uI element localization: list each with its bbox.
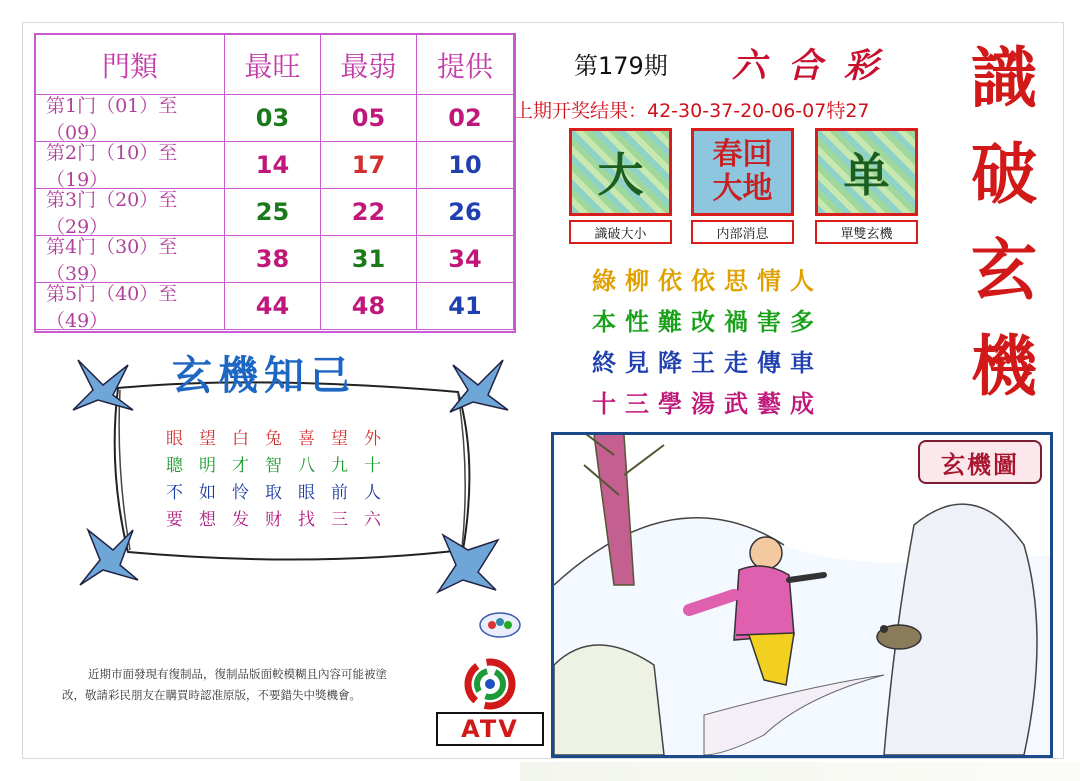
card-odd-even (815, 128, 918, 245)
number-cell: 02 (417, 95, 514, 142)
banner-row: 不如怜取眼前人 (166, 483, 397, 503)
banner-row: 聰明才智八九十 (166, 456, 397, 476)
card-glyph: 春回大地 (691, 128, 794, 216)
banner-title: 玄機知己 (172, 352, 356, 399)
bird-icon (80, 530, 138, 585)
main-title (958, 30, 1050, 414)
number-cell: 14 (225, 142, 321, 189)
card-caption: 内部消息 (691, 220, 794, 244)
atv-logo: ATV (436, 712, 544, 746)
card-glyph: 单 (815, 128, 918, 216)
bird-icon (450, 360, 508, 412)
table-header-0: 門類 (36, 35, 225, 95)
toad-figure (877, 625, 921, 649)
banner-row: 要想发财找三六 (166, 510, 397, 530)
lottery-logo-icon (478, 610, 522, 640)
main-title-char: 機 (971, 327, 1037, 405)
card-size (569, 128, 672, 245)
number-cell: 17 (321, 142, 417, 189)
number-cell: 38 (225, 236, 321, 283)
bottom-tint (520, 762, 1080, 781)
poem-line: 綠柳依依思情人 (592, 266, 823, 295)
number-cell: 25 (225, 189, 321, 236)
row-label: 第5门（40）至（49） (36, 283, 225, 330)
table-header-3: 提供 (417, 35, 514, 95)
notice-line: 改，敬請彩民朋友在購買時認准原版，不要錯失中獎機會。 (62, 688, 361, 702)
lottery-title: 六合彩 (732, 46, 900, 86)
card-inside-news (691, 128, 794, 245)
poem-line: 終見降王走傳車 (592, 348, 823, 377)
row-label: 第1门（01）至（09） (36, 95, 225, 142)
card-glyph: 大 (569, 128, 672, 216)
table-header-1: 最旺 (225, 35, 321, 95)
last-draw-result: 上期开奖结果：42-30-37-20-06-07特27 (514, 100, 870, 122)
notice-text (62, 664, 442, 706)
number-cell: 03 (225, 95, 321, 142)
row-label: 第3门（20）至（29） (36, 189, 225, 236)
number-cell: 44 (225, 283, 321, 330)
notice-line: 近期市面發現有復制品，復制品版面較模糊且內容可能被塗 (88, 667, 387, 681)
table-header-2: 最弱 (321, 35, 417, 95)
main-title-char: 識 (971, 39, 1037, 117)
poem-line: 本性難改禍害多 (592, 307, 823, 336)
card-caption: 單雙玄機 (815, 220, 918, 244)
bird-icon (438, 535, 498, 592)
main-title-char: 破 (971, 135, 1037, 213)
number-cell: 26 (417, 189, 514, 236)
atv-emblem-icon (462, 656, 518, 712)
number-cell: 34 (417, 236, 514, 283)
number-cell: 41 (417, 283, 514, 330)
number-cell: 31 (321, 236, 417, 283)
issue-number: 第179期 (574, 52, 668, 80)
card-caption: 識破大小 (569, 220, 672, 244)
poem-line: 十三學湯武藝成 (592, 389, 823, 418)
bird-icon (73, 360, 133, 410)
number-cell: 48 (321, 283, 417, 330)
row-label: 第2门（10）至（19） (36, 142, 225, 189)
number-cell: 10 (417, 142, 514, 189)
illustration-label: 玄機圖 (918, 440, 1042, 484)
main-title-char: 玄 (971, 231, 1037, 309)
row-label: 第4门（30）至（39） (36, 236, 225, 283)
number-table (34, 33, 516, 333)
number-cell: 22 (321, 189, 417, 236)
number-cell: 05 (321, 95, 417, 142)
banner-row: 眼望白兔喜望外 (166, 429, 397, 449)
